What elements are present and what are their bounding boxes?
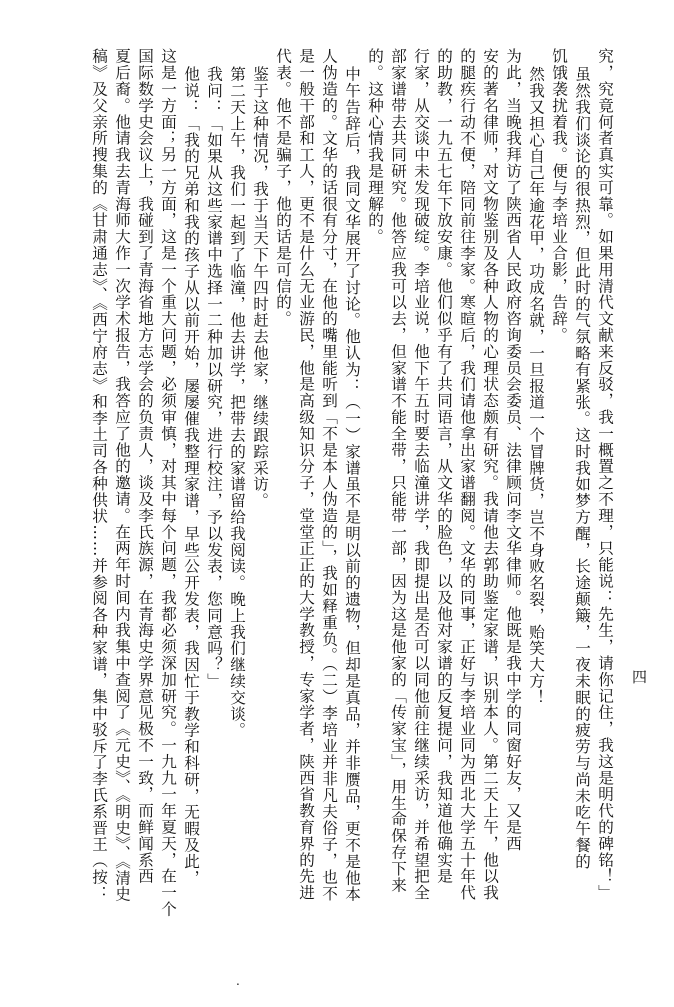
text-column: 第二天上午，我们一起到了临潼，他去讲学，把带去的家谱留给我阅读。晚上我们继续交谈。 bbox=[228, 66, 246, 739]
text-column: 中午告辞后，我同文华展开了讨论。他认为：（一）家谱虽不是明以前的遗物，但却是真品，并非赝品，更不是他本 bbox=[343, 66, 361, 903]
text-column: 稿》及父亲所搜集的《甘肃通志》、《西宁府志》和李土司各种供状……并参阅各种家谱，集中驳斥了李氏系晋王（按： bbox=[90, 48, 108, 902]
text-column: 夏后裔。他请我去青海师大作一次学术报告，我答应了他的邀请。在两年时间内我集中查阅了《元史》、《明史》、《清史 bbox=[113, 48, 131, 903]
text-column: 代表。他不是骗子，他的话是可信的。 bbox=[274, 48, 292, 327]
text-column: 鉴于这种情况，我于当天下午四时赶去他家，继续跟踪采访。 bbox=[251, 66, 269, 509]
text-column: 的。这种心情我是理解的。 bbox=[366, 48, 384, 245]
text-column: 我问：「如果从这些家谱中选择一二种加以研究，进行校注，予以发表，您同意吗？」 bbox=[205, 66, 223, 690]
text-column: 饥饿袭扰着我。便与李培业合影，告辞。 bbox=[550, 48, 568, 344]
text-column: 的助教，一九五七年下放安康。他们似乎有了共同语言，从文华的脸色，以及他对家谱的反复提问，我知道他确实是 bbox=[435, 48, 453, 885]
text-column: 部家谱带去共同研究。他答应我可以去，但家谱不能全带，只能带一部，因为这是他家的「传家宝」，用生命保存下来 bbox=[389, 48, 407, 893]
text-column: 虽然我们谈论的很热烈，但此时的气氛略有紧张。这时我如梦方醒，长途颠簸，一夜未眠的疲劳与尚未吃午餐的 bbox=[573, 66, 591, 870]
text-column: 究，究竟何者真实可靠。如果用清代文献来反驳，我一概置之不理，只能说：先生，请你记住，我这是明代的碑铭！」 bbox=[596, 48, 614, 901]
footer-mark: . bbox=[236, 974, 240, 988]
text-column: 为此，当晚我拜访了陕西省人民政府咨询委员会委员、法律顾问李文华律师。他既是我中学的同窗好友，又是西 bbox=[504, 48, 522, 852]
text-column: 是一般干部和工人，更不是什么无业游民，他是高级知识分子，堂堂正正的大学教授，专家学者，陕西省教育界的先进 bbox=[297, 48, 315, 901]
text-column: 行家，从交谈中未发现破绽。李培业说，他下午五时要去临潼讲学，我即提出是否可以同他前往继续采访，并希望把全 bbox=[412, 48, 430, 901]
text-column: 这是一方面；另一方面，这是一个重大问题，必须审慎，对其中每个问题，我都必须深加研究。一九九一年夏天，在一个 bbox=[159, 48, 177, 918]
text-column: 的腿疾行动不便，陪同前往李家。寒暄后，我们请他拿出家谱翻阅。文华的同事，正好与李培业同为西北大学五十年代 bbox=[458, 48, 476, 901]
page-number: 四 bbox=[632, 668, 648, 686]
text-column: 然我又担心自己年逾花甲，功成名就，一旦报道一个冒牌货，岂不身败名裂，贻笑大方！ bbox=[527, 66, 545, 706]
text-column: 安的著名律师，对文物鉴别及各种人物的心理状态颇有研究。我请他去郭助鉴定家谱，识别本人。第二天上午，他以我 bbox=[481, 48, 499, 901]
text-column: 人伪造的。文华的话很有分寸，在他的嘴里能听到「不是本人伪造的」，我如释重负。（二）李培业并非凡夫俗子，也不 bbox=[320, 48, 338, 902]
text-column: 国际数学史会议上，我碰到了青海省地方志学会的负责人，谈及李氏族源，在青海史学界意见极不一致，而鲜闻系西 bbox=[136, 48, 154, 885]
text-column: 他说：「我的兄弟和我的孩子从以前开始，屡屡催我整理家谱，早些公开发表，我因忙于教学和科研，无暇及此， bbox=[182, 66, 200, 886]
